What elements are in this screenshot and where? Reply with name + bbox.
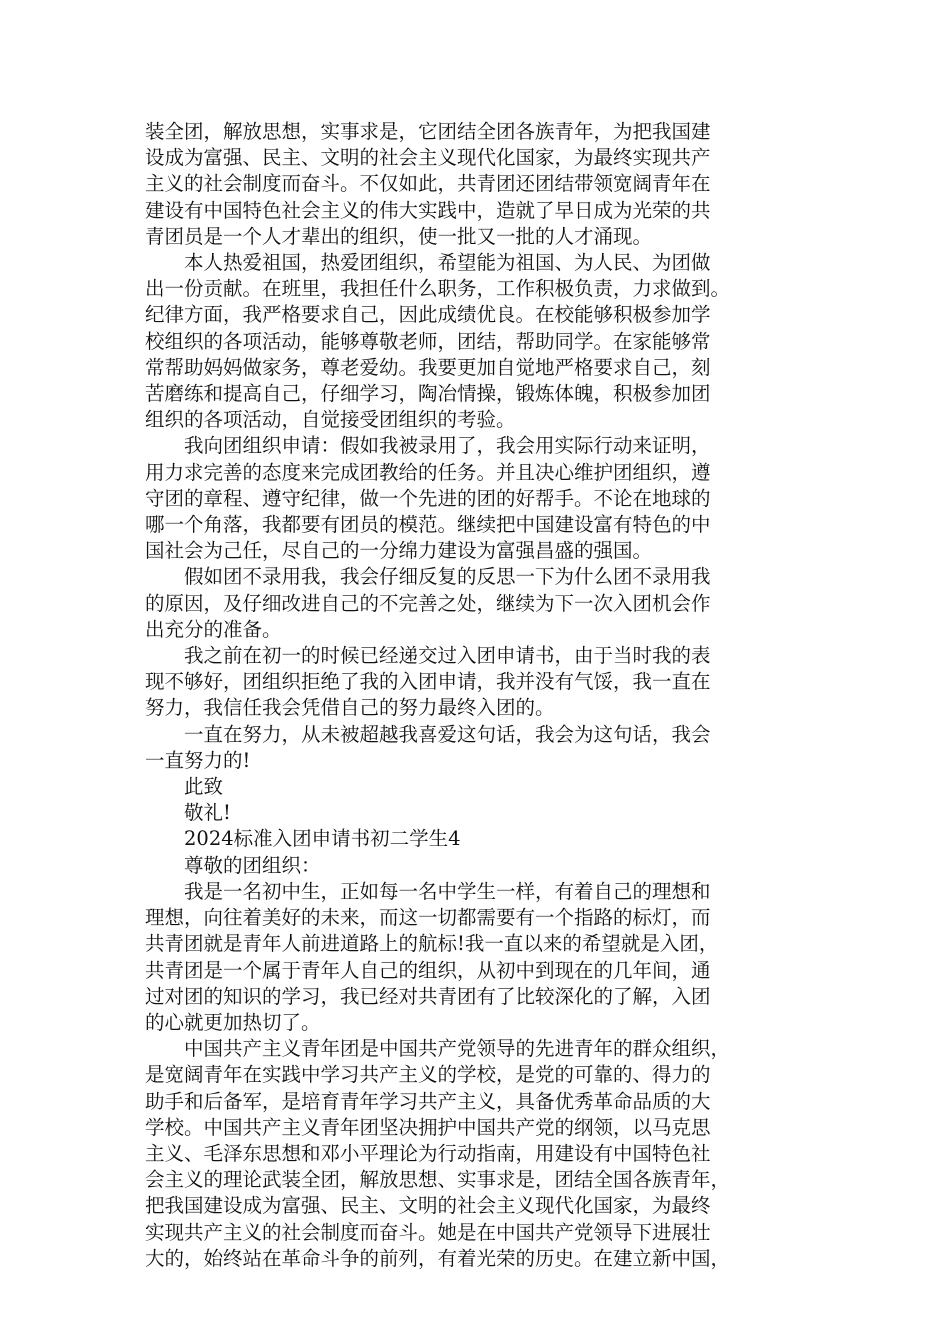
text-line: 现不够好，团组织拒绝了我的入团申请，我并没有气馁，我一直在 xyxy=(145,670,711,694)
text-line: 我向团组织申请：假如我被录用了，我会用实际行动来证明， xyxy=(184,434,711,458)
text-line: 此致 xyxy=(184,775,224,799)
text-line: 常帮助妈妈做家务，尊老爱幼。我要更加自觉地严格要求自己，刻 xyxy=(145,355,711,379)
text-line: 国社会为己任，尽自己的一分绵力建设为富强昌盛的强国。 xyxy=(145,539,653,563)
paragraph-1 xyxy=(145,119,815,250)
text-line: 苦磨练和提高自己，仔细学习，陶冶情操，锻炼体魄，积极参加团 xyxy=(145,382,711,406)
text-line: 一直在努力，从未被超越我喜爱这句话，我会为这句话，我会 xyxy=(184,722,711,746)
text-line: 用力求完善的态度来完成团教给的任务。并且决心维护团组织，遵 xyxy=(145,460,711,484)
closing-regards xyxy=(145,800,815,826)
text-line: 我之前在初一的时候已经递交过入团申请书，由于当时我的表 xyxy=(184,644,711,668)
text-line: 努力，我信任我会凭借自己的努力最终入团的。 xyxy=(145,696,555,720)
text-line: 纪律方面，我严格要求自己，因此成绩优良。在校能够积极参加学 xyxy=(145,303,711,327)
text-line: 尊敬的团组织： xyxy=(184,853,321,877)
text-line: 把我国建设成为富强、民主、文明的社会主义现代化国家，为最终 xyxy=(145,1194,711,1218)
text-line: 设成为富强、民主、文明的社会主义现代化国家，为最终实现共产 xyxy=(145,146,711,170)
text-line: 学校。中国共产主义青年团坚决拥护中国共产党的纲领，以马克思 xyxy=(145,1115,711,1139)
text-line: 中国共产主义青年团是中国共产党领导的先进青年的群众组织， xyxy=(184,1037,731,1061)
text-line: 一直努力的! xyxy=(145,748,251,772)
text-line: 是宽阔青年在实践中学习共产主义的学校，是党的可靠的、得力的 xyxy=(145,1063,711,1087)
paragraph-7 xyxy=(145,879,815,1036)
paragraph-8 xyxy=(145,1036,815,1272)
text-line: 假如团不录用我，我会仔细反复的反思一下为什么团不录用我 xyxy=(184,565,711,589)
text-line: 共青团就是青年人前进道路上的航标!我一直以来的希望就是入团， xyxy=(145,932,719,956)
text-line: 敬礼! xyxy=(184,801,231,825)
text-line: 装全团，解放思想，实事求是，它团结全团各族青年，为把我国建 xyxy=(145,120,711,143)
text-line: 出一份贡献。在班里，我担任什么职务，工作积极负责，力求做到。 xyxy=(145,277,731,301)
text-line: 2024标准入团申请书初二学生4 xyxy=(184,827,461,851)
text-line: 我是一名初中生，正如每一名中学生一样，有着自己的理想和 xyxy=(184,879,711,903)
text-line: 助手和后备军，是培育青年学习共产主义，具备优秀革命品质的大 xyxy=(145,1089,711,1113)
paragraph-6 xyxy=(145,722,815,774)
text-line: 实现共产主义的社会制度而奋斗。她是在中国共产党领导下进展壮 xyxy=(145,1220,711,1244)
text-line: 的心就更加热切了。 xyxy=(145,1010,321,1034)
document-page xyxy=(145,119,815,1272)
text-line: 组织的各项活动，自觉接受团组织的考验。 xyxy=(145,408,516,432)
text-line: 出充分的准备。 xyxy=(145,617,282,641)
text-line: 会主义的理论武装全团，解放思想、实事求是，团结全国各族青年， xyxy=(145,1168,731,1192)
paragraph-3 xyxy=(145,433,815,564)
text-line: 的原因，及仔细改进自己的不完善之处，继续为下一次入团机会作 xyxy=(145,591,711,615)
letter-greeting xyxy=(145,853,815,879)
text-line: 大的，始终站在革命斗争的前列，有着光荣的历史。在建立新中国， xyxy=(145,1246,731,1270)
paragraph-4 xyxy=(145,564,815,643)
paragraph-2 xyxy=(145,250,815,433)
text-line: 哪一个角落，我都要有团员的模范。继续把中国建设富有特色的中 xyxy=(145,513,711,537)
text-line: 本人热爱祖国，热爱团组织，希望能为祖国、为人民、为团做 xyxy=(184,251,711,275)
text-line: 主义、毛泽东思想和邓小平理论为行动指南，用建设有中国特色社 xyxy=(145,1141,711,1165)
text-line: 共青团是一个属于青年人自己的组织，从初中到现在的几年间，通 xyxy=(145,958,711,982)
paragraph-5 xyxy=(145,643,815,722)
closing-salutation xyxy=(145,774,815,800)
section-heading xyxy=(145,826,815,852)
text-line: 校组织的各项活动，能够尊敬老师，团结，帮助同学。在家能够常 xyxy=(145,329,711,353)
text-line: 过对团的知识的学习，我已经对共青团有了比较深化的了解，入团 xyxy=(145,984,711,1008)
text-line: 主义的社会制度而奋斗。不仅如此，共青团还团结带领宽阔青年在 xyxy=(145,172,711,196)
text-line: 理想，向往着美好的未来，而这一切都需要有一个指路的标灯，而 xyxy=(145,906,711,930)
text-line: 守团的章程、遵守纪律，做一个先进的团的好帮手。不论在地球的 xyxy=(145,486,711,510)
text-line: 建设有中国特色社会主义的伟大实践中，造就了早日成为光荣的共 xyxy=(145,198,711,222)
text-line: 青团员是一个人才辈出的组织，使一批又一批的人才涌现。 xyxy=(145,224,653,248)
